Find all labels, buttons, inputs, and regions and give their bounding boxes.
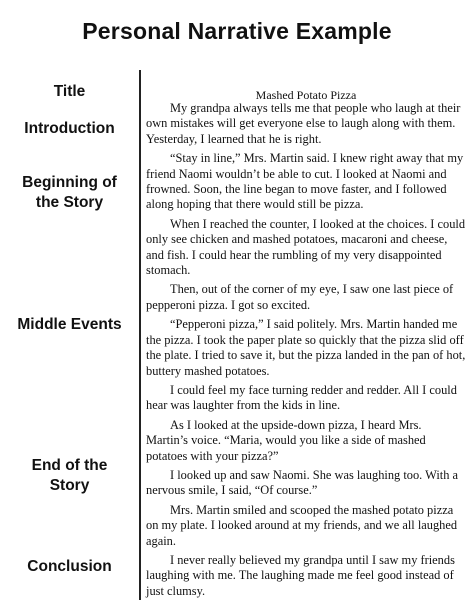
story-title: Mashed Potato Pizza <box>255 88 357 102</box>
story-paragraph: “Pepperoni pizza,” I said politely. Mrs. Martin handed me the pizza. I took the paper plate so quickly that the pizza slid off the plate. I tried to save it, but the pizza landed in the pan of hot, buttery mashed potatoes. <box>146 317 466 378</box>
label-beginning-line1: Beginning of <box>22 174 117 191</box>
label-beginning-line2: the Story <box>35 194 104 211</box>
label-conclusion: Conclusion <box>27 558 112 575</box>
label-middle-events: Middle Events <box>17 316 122 333</box>
label-end-line2: Story <box>49 477 90 494</box>
story-paragraph: Then, out of the corner of my eye, I saw one last piece of pepperoni pizza. I got so excited. <box>146 282 454 312</box>
label-title: Title <box>53 83 86 100</box>
story-paragraph: As I looked at the upside-down pizza, I heard Mrs. Martin’s voice. “Maria, would you like a side of mashed potatoes with your pizza?” <box>146 417 426 463</box>
story-paragraph: I never really believed my grandpa until I saw my friends laughing with me. The laughing made me feel good instead of just clumsy. <box>146 552 455 598</box>
story-paragraph: I could feel my face turning redder and redder. All I could hear was laughter from the kids in line. <box>146 382 457 413</box>
page-heading: Personal Narrative Example <box>82 18 392 44</box>
label-end-line1: End of the <box>31 457 108 474</box>
column-divider <box>139 70 141 600</box>
story-paragraph: I looked up and saw Naomi. She was laughing too. With a nervous smile, I said, “Of course.” <box>146 467 458 498</box>
story-paragraph: My grandpa always tells me that people who laugh at their own mistakes will get everyone else to laugh along with them. Yesterday, I learned that he is right. <box>146 101 461 146</box>
label-introduction: Introduction <box>24 120 115 137</box>
story-paragraph: When I reached the counter, I looked at the choices. I could only see chicken and mashed potatoes, macaroni and cheese, and fish. I could hear the rumbling of my very disappointed stomach. <box>146 216 466 278</box>
story-body <box>146 101 466 603</box>
story-paragraph: Mrs. Martin smiled and scooped the mashed potato pizza on my plate. I looked around at my friends, and we all laughed again. <box>146 502 458 548</box>
story-paragraph: “Stay in line,” Mrs. Martin said. I knew right away that my friend Naomi wouldn’t be able to cut. I looked at Naomi and frowned. Soon, the line began to move faster, and I followed along hoping that there would still be pizza. <box>146 151 464 212</box>
